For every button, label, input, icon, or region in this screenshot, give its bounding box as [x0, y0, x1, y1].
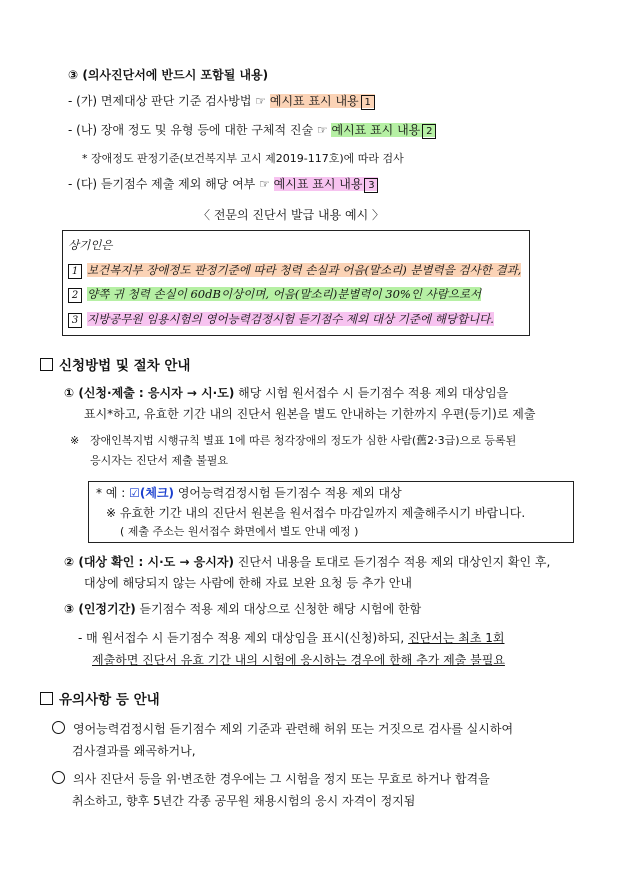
- apply-note-line-2: 응시자는 진단서 제출 불필요: [90, 454, 229, 467]
- example-line-2: [68, 285, 481, 303]
- example-line-3: [68, 310, 494, 328]
- notes-heading-text: 유의사항 등 안내: [59, 692, 160, 708]
- apply-step-3-text: 듣기점수 적용 제외 대상으로 신청한 해당 시험에 한함: [135, 602, 422, 616]
- item-ga-text: - (가) 면제대상 판단 기준 검사방법 ☞: [68, 94, 270, 108]
- item-na-example: [331, 123, 436, 137]
- item-na-number-box: 2: [422, 124, 436, 139]
- example-line-3-text: 지방공무원 임용시험의 영어능력검정시험 듣기점수 제외 대상 기준에 해당합니다.: [87, 312, 494, 326]
- item-da-text: - (다) 듣기점수 제출 제외 해당 여부 ☞: [68, 177, 274, 191]
- apply-heading: [40, 357, 190, 375]
- square-bullet-icon: [40, 358, 53, 371]
- example-line-1: [68, 261, 521, 279]
- section3-note: * 장애정도 판정기준(보건복지부 고시 제2019-117호)에 따라 검사: [82, 152, 404, 165]
- item-da-example: [274, 177, 379, 191]
- item-na-example-label: 예시표 표시 내용: [331, 123, 421, 137]
- notes-item-2: [52, 770, 490, 788]
- checkbox-example-text: 영어능력검정시험 듣기점수 적용 제외 대상: [174, 486, 402, 500]
- item-na-text: - (나) 장애 정도 및 유형 등에 대한 구체적 진술 ☞: [68, 123, 332, 137]
- apply-step-1: [64, 384, 508, 402]
- notes-item-1-cont: 검사결과를 왜곡하거나,: [72, 744, 196, 758]
- example-intro: 상기인은: [68, 238, 113, 252]
- apply-step-2-cont: 대상에 해당되지 않는 사람에 한해 자료 보완 요청 등 추가 안내: [84, 576, 412, 590]
- item-da: [68, 175, 378, 193]
- apply-step-3-sub-1: [78, 629, 504, 647]
- apply-step-3-sub-1-underlined: 진단서는 최초 1회: [408, 631, 505, 645]
- square-bullet-icon: [40, 692, 53, 705]
- notes-item-1-text: 영어능력검정시험 듣기점수 제외 기준과 관련해 허위 또는 거짓으로 검사를 실시하여: [73, 722, 514, 736]
- item-da-example-label: 예시표 표시 내용: [273, 177, 363, 191]
- notes-item-1: [52, 720, 513, 738]
- apply-note-mark: ※: [70, 434, 80, 447]
- example-line-2-number: 2: [68, 288, 82, 303]
- example-caption: 〈 전문의 진단서 발급 내용 예시 〉: [198, 208, 384, 222]
- item-ga-example: [270, 94, 375, 108]
- item-na: [68, 121, 436, 139]
- example-line-1-number: 1: [68, 264, 82, 279]
- apply-note-line-1: 장애인복지법 시행규칙 별표 1에 따른 청각장애의 정도가 심한 사람(舊2·3급)으로 등록된: [90, 434, 517, 447]
- notes-item-2-text: 의사 진단서 등을 위·변조한 경우에는 그 시험을 정지 또는 무효로 하거나 합격을: [73, 772, 490, 786]
- example-line-3-number: 3: [68, 313, 82, 328]
- apply-step-1-bold: ① (신청·제출 : 응시자 → 시·도): [64, 386, 235, 400]
- apply-step-2: [64, 553, 550, 571]
- apply-heading-text: 신청방법 및 절차 안내: [59, 358, 191, 374]
- apply-step-3-sub-2: 제출하면 진단서 유효 기간 내의 시험에 응시하는 경우에 한해 추가 제출 불필요: [92, 653, 505, 667]
- circle-bullet-icon: [52, 721, 65, 734]
- item-ga-example-label: 예시표 표시 내용: [269, 94, 359, 108]
- apply-step-2-text: 진단서 내용을 토대로 듣기점수 적용 제외 대상인지 확인 후,: [233, 555, 551, 569]
- item-ga: [68, 92, 375, 110]
- apply-step-2-bold: ② (대상 확인 : 시·도 → 응시자): [64, 555, 234, 569]
- checkbox-example-note: ※ 유효한 기간 내의 진단서 원본을 원서접수 마감일까지 제출해주시기 바랍니다.: [106, 506, 526, 520]
- example-line-2-text: 양쪽 귀 청력 손실이 60dB이상이며, 어음(말소리)분별력이 30%인 사람으로서: [87, 287, 482, 301]
- circle-bullet-icon: [52, 771, 65, 784]
- checkbox-example-line: [96, 484, 402, 502]
- checkbox-check-label: ☑(체크): [129, 486, 175, 500]
- apply-step-3-bold: ③ (인정기간): [64, 602, 136, 616]
- notes-heading: [40, 691, 160, 709]
- notes-item-2-cont: 취소하고, 향후 5년간 각종 공무원 채용시험의 응시 자격이 정지됨: [72, 794, 416, 808]
- item-da-number-box: 3: [364, 178, 378, 193]
- section3-title: ③ (의사진단서에 반드시 포함될 내용): [68, 68, 269, 82]
- apply-step-3-sub-1-text: - 매 원서접수 시 듣기점수 적용 제외 대상임을 표시(신청)하되,: [78, 631, 409, 645]
- apply-step-1-cont: 표시*하고, 유효한 기간 내의 진단서 원본을 별도 안내하는 기한까지 우편(등기)로 제출: [84, 407, 536, 421]
- example-line-1-text: 보건복지부 장애정도 판정기준에 따라 청력 손실과 어음(말소리) 분별력을 검사한 결과,: [87, 263, 522, 277]
- item-ga-number-box: 1: [361, 95, 375, 110]
- apply-step-1-text: 해당 시험 원서접수 시 듣기점수 적용 제외 대상임을: [234, 386, 509, 400]
- checkbox-example-prefix: * 예 :: [96, 486, 130, 500]
- apply-step-3: [64, 600, 421, 618]
- checkbox-example-sub: ( 제출 주소는 원서접수 화면에서 별도 안내 예정 ): [120, 525, 359, 538]
